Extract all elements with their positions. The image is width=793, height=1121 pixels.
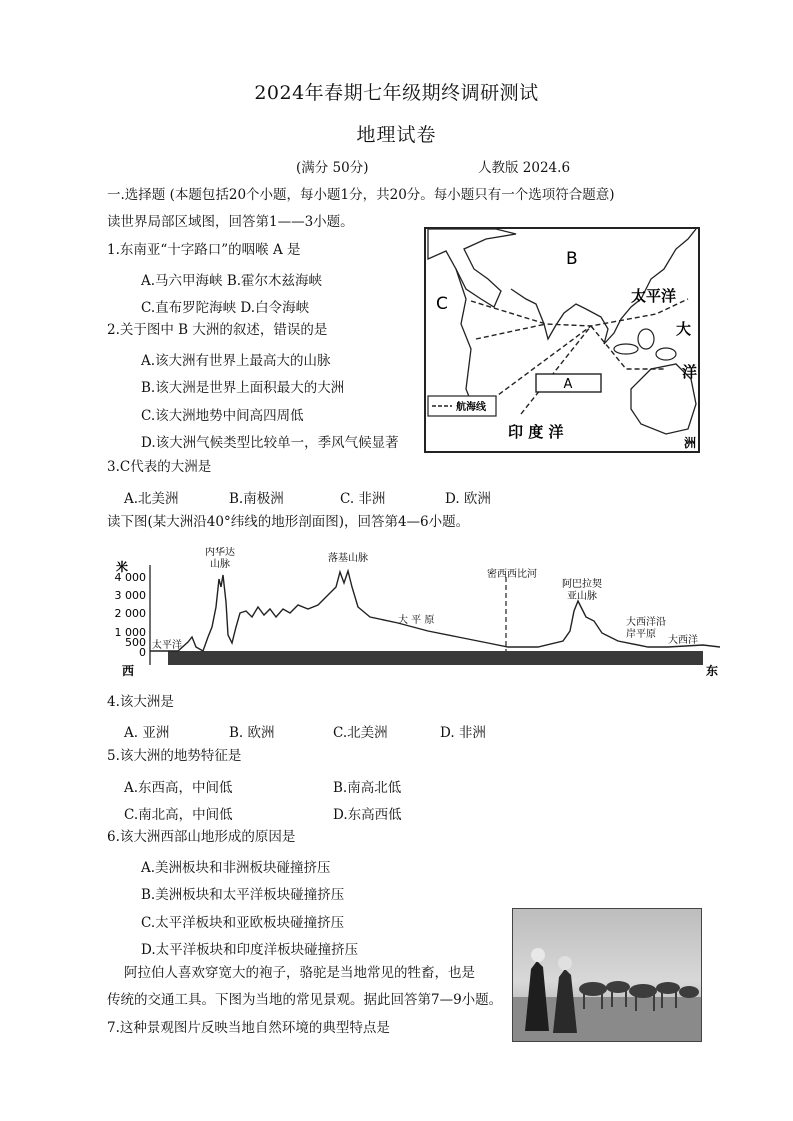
edge-char: 洲 — [684, 436, 697, 450]
indian-ocean-label: 印 度 洋 — [508, 423, 564, 441]
island — [614, 344, 638, 354]
coastal-plain-label-2: 岸平原 — [626, 629, 656, 640]
question-3-option: B.南极洲 — [229, 491, 284, 507]
question-6-option: D.太平洋板块和印度洋板块碰撞挤压 — [141, 942, 359, 958]
question-2-option: B.该大洲是世界上面积最大的大洲 — [141, 380, 345, 396]
desert-photo — [512, 908, 702, 1042]
exam-subtitle: 地理试卷 — [356, 124, 437, 146]
coastal-plain-label-1: 大西洋沿 — [626, 617, 666, 628]
question-7-stem: 7.这种景观图片反映当地自然环境的典型特点是 — [107, 1020, 390, 1036]
legend-label: 航海线 — [456, 402, 486, 413]
appalachian-label-2: 亚山脉 — [567, 591, 597, 602]
pacific-label-3: 洋 — [682, 363, 698, 381]
passage-line-1: 阿拉伯人喜欢穿宽大的袍子，骆驼是当地常见的牲畜，也是 — [124, 965, 475, 981]
island — [638, 329, 654, 349]
y-tick-label: 0 — [139, 646, 146, 659]
question-1-option-row: A.马六甲海峡 B.霍尔木兹海峡 — [141, 273, 323, 289]
pacific-label-2: 大 — [676, 320, 692, 338]
edition-note: 人教版 2024.6 — [478, 160, 571, 176]
score-note: (满分 50分) — [296, 160, 369, 176]
terrain-profile — [108, 547, 720, 677]
question-5-option: C.南北高，中间低 — [124, 807, 233, 823]
india-coast — [511, 289, 586, 339]
label-b: B — [566, 249, 578, 269]
y-tick-label: 4 000 — [114, 571, 146, 584]
question-4-option: D. 非洲 — [440, 725, 486, 741]
nevada-label-1: 内华达 — [205, 547, 235, 558]
y-unit-label: 米 — [116, 560, 129, 574]
question-2-stem: 2.关于图中 B 大洲的叙述，错误的是 — [107, 322, 328, 338]
island — [656, 348, 676, 360]
y-tick-label: 1 000 — [114, 626, 146, 639]
question-4-stem: 4.该大洲是 — [107, 694, 174, 710]
profile-drawing — [108, 547, 720, 677]
section-intro: 读世界局部区域图，回答第1——3小题。 — [107, 214, 354, 230]
label-c: C — [436, 294, 448, 314]
question-4-option: A. 亚洲 — [124, 725, 170, 741]
appalachian-label-1: 阿巴拉契 — [562, 579, 602, 590]
question-1-stem: 1.东南亚“十字路口”的咽喉 A 是 — [107, 242, 301, 258]
africa-coast — [456, 269, 476, 414]
question-5-option: A.东西高，中间低 — [124, 780, 233, 796]
question-2-option: D.该大洲气候类型比较单一，季风气候显著 — [141, 435, 399, 451]
east-label: 东 — [706, 664, 719, 677]
question-2-option: C.该大洲地势中间高四周低 — [141, 408, 304, 424]
question-4-option: C.北美洲 — [333, 725, 388, 741]
exam-title: 2024年春期七年级期终调研测试 — [254, 82, 539, 104]
pacific-label-1: 太平洋 — [631, 287, 677, 305]
label-a: A — [563, 377, 573, 392]
question-5-option: B.南高北低 — [333, 780, 402, 796]
pacific-label: 太平洋 — [152, 640, 182, 651]
plains-label: 大 平 原 — [398, 615, 435, 626]
section-heading: 一.选择题 (本题包括20个小题，每小题1分，共20分。每小题只有一个选项符合题意) — [107, 187, 615, 203]
mississippi-label: 密西西比河 — [487, 569, 537, 580]
question-6-option: C.太平洋板块和亚欧板块碰撞挤压 — [141, 915, 345, 931]
question-3-stem: 3.C代表的大洲是 — [107, 459, 212, 475]
question-1-option-row: C.直布罗陀海峡 D.白令海峡 — [141, 300, 310, 316]
map-drawing — [426, 229, 698, 451]
world-region-map — [424, 227, 700, 453]
y-tick-label: 2 000 — [114, 607, 146, 620]
question-3-option: D. 欧洲 — [445, 491, 491, 507]
nevada-label-2: 山脉 — [210, 559, 230, 570]
rocky-label: 落基山脉 — [328, 553, 368, 564]
y-tick-label: 500 — [125, 636, 146, 649]
profile-intro: 读下图(某大洲沿40°纬线的地形剖面图)，回答第4—6小题。 — [107, 514, 470, 530]
question-6-option: B.美洲板块和太平洋板块碰撞挤压 — [141, 887, 345, 903]
question-6-option: A.美洲板块和非洲板块碰撞挤压 — [141, 860, 331, 876]
question-5-stem: 5.该大洲的地势特征是 — [107, 748, 242, 764]
question-4-option: B. 欧洲 — [229, 725, 275, 741]
ground-band — [168, 651, 703, 665]
question-5-option: D.东高西低 — [333, 807, 402, 823]
shipping-line — [591, 326, 666, 369]
shipping-line — [476, 324, 546, 339]
question-6-stem: 6.该大洲西部山地形成的原因是 — [107, 829, 296, 845]
question-2-option: A.该大洲有世界上最高大的山脉 — [141, 353, 331, 369]
west-label: 西 — [122, 664, 135, 677]
passage-line-2: 传统的交通工具。下图为当地的常见景观。据此回答第7—9小题。 — [107, 992, 503, 1008]
atlantic-label: 大西洋 — [668, 635, 698, 646]
y-tick-label: 3 000 — [114, 589, 146, 602]
question-3-option: C. 非洲 — [340, 491, 386, 507]
photo-drawing — [513, 909, 701, 1041]
question-3-option: A.北美洲 — [124, 491, 179, 507]
